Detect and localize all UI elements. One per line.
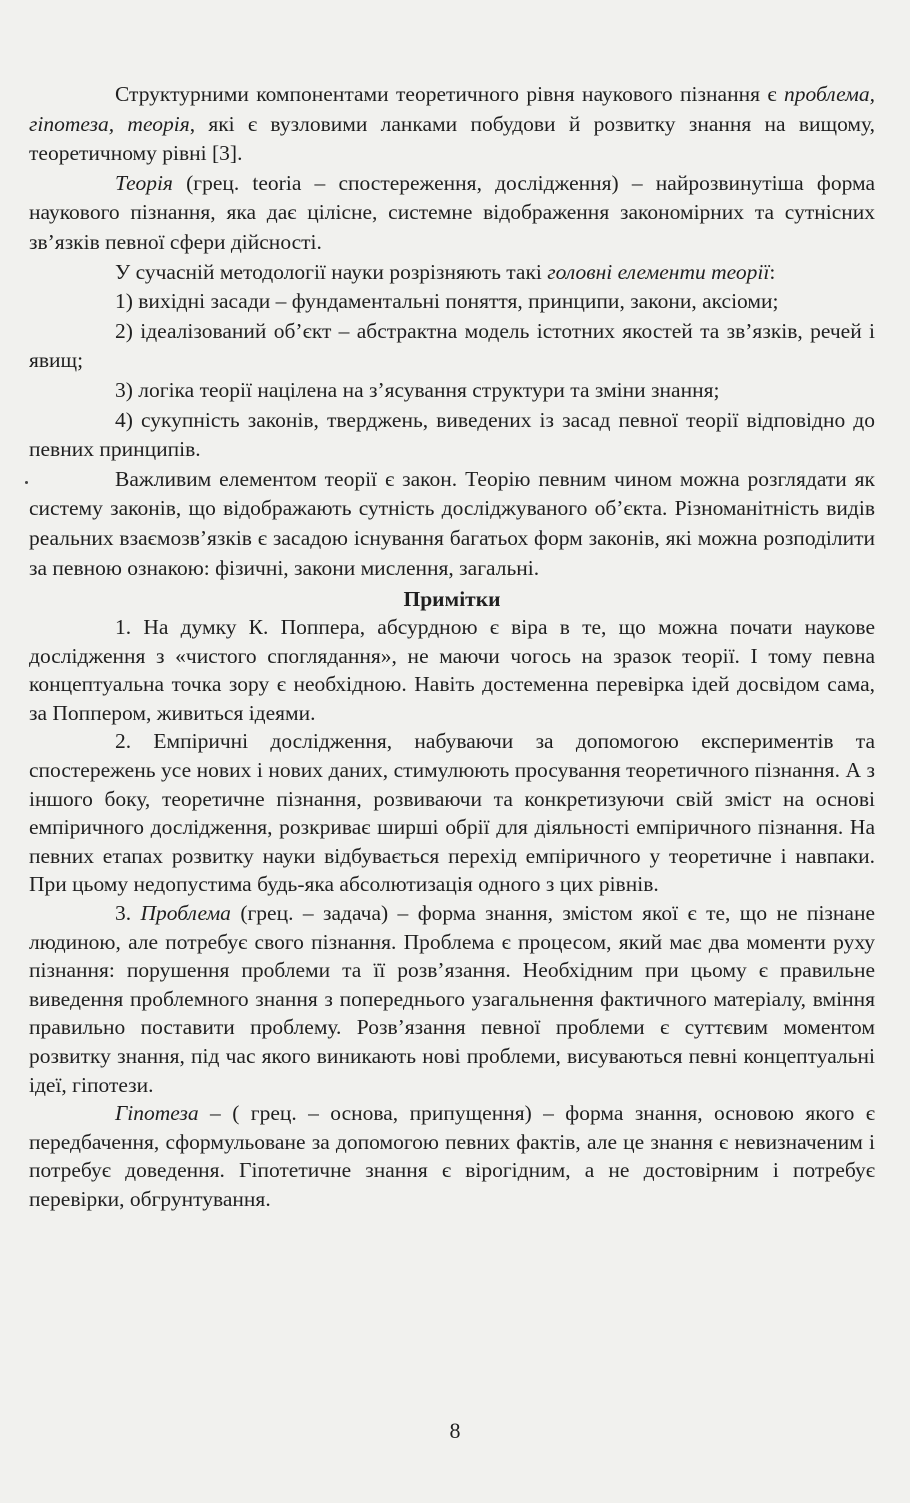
paragraph (29, 80, 875, 169)
paragraph (29, 317, 875, 376)
text-run: 2) ідеалізований об’єкт – абстрактна модель істотних якостей та зв’язків, речей і явищ; (29, 318, 875, 373)
text-run: 3) логіка теорії націлена на з’ясування структури та зміни знання; (115, 377, 720, 402)
paragraph (29, 406, 875, 465)
text-run: – ( грец. – основа, припущення) – форма знання, основою якого є передбачення, сформульоване за допомогою певних фактів, але це знання є невизначеним і потребує доведення. Гіпотетичне знання є вірогідним, а не достовірним і потребує перевірки, обгрунтування. (29, 1101, 875, 1211)
text-run: 2. Емпіричні дослідження, набуваючи за допомогою експериментів та спостережень усе нових і нових даних, стимулюють просування теоретичного пізнання. А з іншого боку, теоретичне пізнання, розвиваючи та конкретизуючи свій зміст на основі емпіричного дослідження, розкриває ширші обрії для діяльності емпіричного пізнання. На певних етапах розвитку науки відбувається перехід емпіричного у теоретичне і навпаки. При цьому недопустима будь-яка абсолютизація одного з цих рівнів. (29, 729, 875, 897)
note-paragraph (29, 1099, 875, 1213)
notes-heading: Примітки (403, 587, 501, 612)
text-run: 1. На думку К. Поппера, абсурдною є віра в те, що можна почати наукове дослідження з «чистого споглядання», не маючи чогось на зразок теорії. І тому певна концептуальна точка зору є необхідною. Навіть достеменна перевірка ідей досвідом сама, за Поппером, живиться ідеями. (29, 615, 875, 725)
italic-term: головні елементи теорії (547, 259, 770, 284)
page-text (29, 80, 875, 1214)
text-run: Важливим елементом теорії є закон. Теорію певним чином можна розглядати як систему законів, що відображають сутність досліджуваного об’єкта. Різноманітність видів реальних взаємозв’язків є засадою існування багатьох форм законів, які можна розподілити за певною ознакою: фізичні, закони мислення, загальні. (29, 466, 875, 580)
text-run: Структурними компонентами теоретичного рівня наукового пізнання є (115, 82, 784, 106)
paragraph (29, 169, 875, 258)
text-run: У сучасній методології науки розрізняють такі (115, 259, 548, 284)
text-run: , які є вузловими ланками побудови й розвитку знання на вищому, теоретичному рівні [3]. (29, 111, 875, 166)
text-run: 1) вихідні засади – фундаментальні поняття, принципи, закони, аксіоми; (115, 289, 779, 314)
note-paragraph (29, 899, 875, 1099)
italic-term: Теорія (115, 170, 173, 195)
text-run: : (769, 259, 776, 284)
text-run: 4) сукупність законів, тверджень, виведених із засад певної теорії відповідно до певних принципів. (29, 407, 875, 462)
italic-term: проблема, гіпотеза, теорія (29, 82, 875, 136)
note-paragraph (29, 613, 875, 727)
text-run: (грец. teoria – спостереження, дослідження) – найрозвинутіша форма наукового пізнання, яка дає цілісне, системне відображення закономірних та сутнісних зв’язків певної сфери дійсності. (29, 170, 875, 254)
scan-speck (25, 481, 28, 484)
page-number: 8 (449, 1418, 461, 1443)
notes-list (29, 613, 875, 1213)
paragraph (29, 258, 875, 288)
italic-term: Гіпотеза (115, 1101, 199, 1126)
paragraph (29, 465, 875, 583)
italic-term: Проблема (140, 901, 231, 926)
paragraph (29, 287, 875, 317)
body-paragraphs (29, 80, 875, 583)
text-run: (грец. – задача) – форма знання, змістом якої є те, що не пізнане людиною, але потребує свого пізнання. Проблема є процесом, який має два моменти руху пізнання: порушення проблеми та її розв’язання. Необхідним при цьому є правильне виведення проблемного знання з попереднього узагальнення фактичного матеріалу, вміння правильно поставити проблему. Розв’язання певної проблеми є суттєвим моментом розвитку знання, під час якого виникають нові проблеми, висуваються певні концептуальні ідеї, гіпотези. (29, 901, 876, 1097)
text-run: 3. (115, 901, 141, 926)
paragraph (29, 376, 875, 406)
note-paragraph (29, 727, 875, 899)
